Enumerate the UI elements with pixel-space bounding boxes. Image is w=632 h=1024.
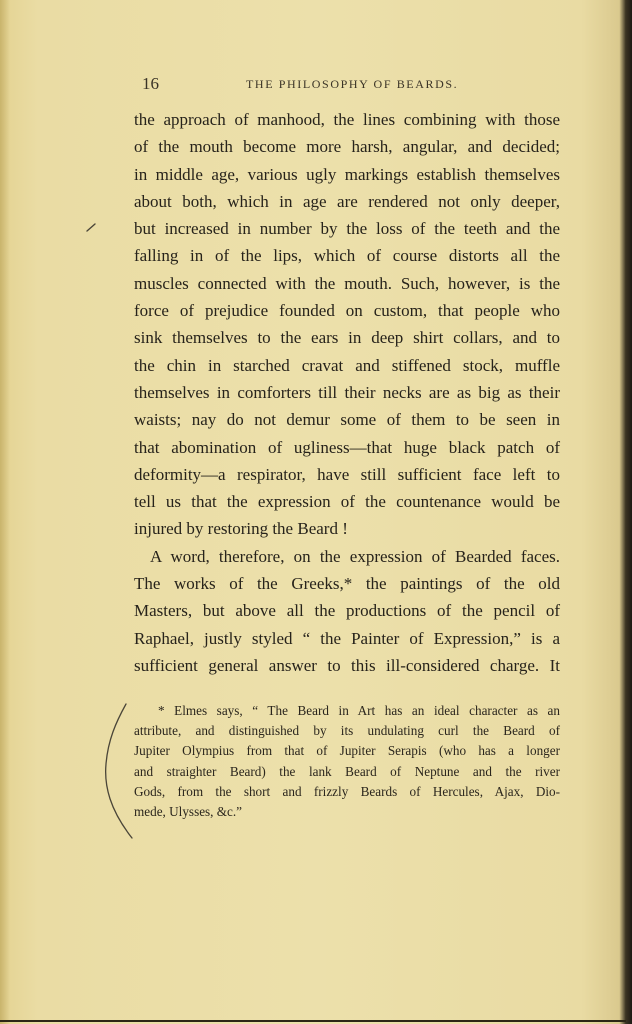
page-bottom-edge [0, 1020, 626, 1022]
body-line: the approach of manhood, the lines combining with those [134, 110, 560, 129]
body-line: The works of the Greeks,* the paintings of the old [134, 574, 560, 594]
body-line: falling in of the lips, which of course distorts all the [134, 246, 560, 266]
body-line: in middle age, various ugly markings establish themselves [134, 164, 560, 184]
body-line: that abomination of ugliness—that huge black patch of [134, 437, 560, 457]
pencil-bracket-mark-icon [102, 702, 138, 842]
body-line: themselves in comforters till their necks are as big as their [134, 382, 560, 402]
footnote-line: * Elmes says, “ The Beard in Art has an ideal character as an [158, 703, 560, 718]
body-text [134, 106, 560, 679]
body-line: sink themselves to the ears in deep shirt collars, and to [134, 328, 560, 348]
body-line: A word, therefore, on the expression of Bearded faces. [150, 546, 560, 566]
margin-pencil-tick-icon [86, 222, 96, 232]
body-line: Masters, but above all the productions of the pencil of [134, 601, 560, 621]
body-line: sufficient general answer to this ill-considered charge. It [134, 655, 560, 675]
body-line: force of prejudice founded on custom, that people who [134, 301, 560, 321]
running-head: THE PHILOSOPHY OF BEARDS. [246, 77, 459, 91]
footnote-line: attribute, and distinguished by its undulating curl the Beard of [134, 723, 560, 739]
page-number: 16 [142, 74, 159, 93]
body-line: tell us that the expression of the countenance would be [134, 492, 560, 512]
footnote-line: mede, Ulysses, &c.” [134, 804, 243, 820]
body-line: about both, which in age are rendered not only deeper, [134, 191, 560, 211]
footnote-line: Jupiter Olympius from that of Jupiter Serapis (who has a longer [134, 743, 560, 759]
body-line: Raphael, justly styled “ the Painter of Expression,” is a [134, 628, 560, 648]
body-line: injured by restoring the Beard ! [134, 519, 348, 539]
body-line: deformity—a respirator, have still sufficient face left to [134, 464, 560, 484]
body-line: but increased in number by the loss of the teeth and the [134, 219, 560, 239]
footnote-line: and straighter Beard) the lank Beard of Neptune and the river [134, 763, 560, 779]
body-line: waists; nay do not demur some of them to be seen in [134, 410, 560, 430]
body-line: the chin in starched cravat and stiffened stock, muffle [134, 355, 560, 375]
page-header [142, 74, 562, 94]
body-line: muscles connected with the mouth. Such, however, is the [134, 273, 560, 293]
footnote [134, 701, 560, 822]
body-line: of the mouth become more harsh, angular, and decided; [134, 137, 560, 157]
footnote-line: Gods, from the short and frizzly Beards of Hercules, Ajax, Dio- [134, 783, 560, 799]
